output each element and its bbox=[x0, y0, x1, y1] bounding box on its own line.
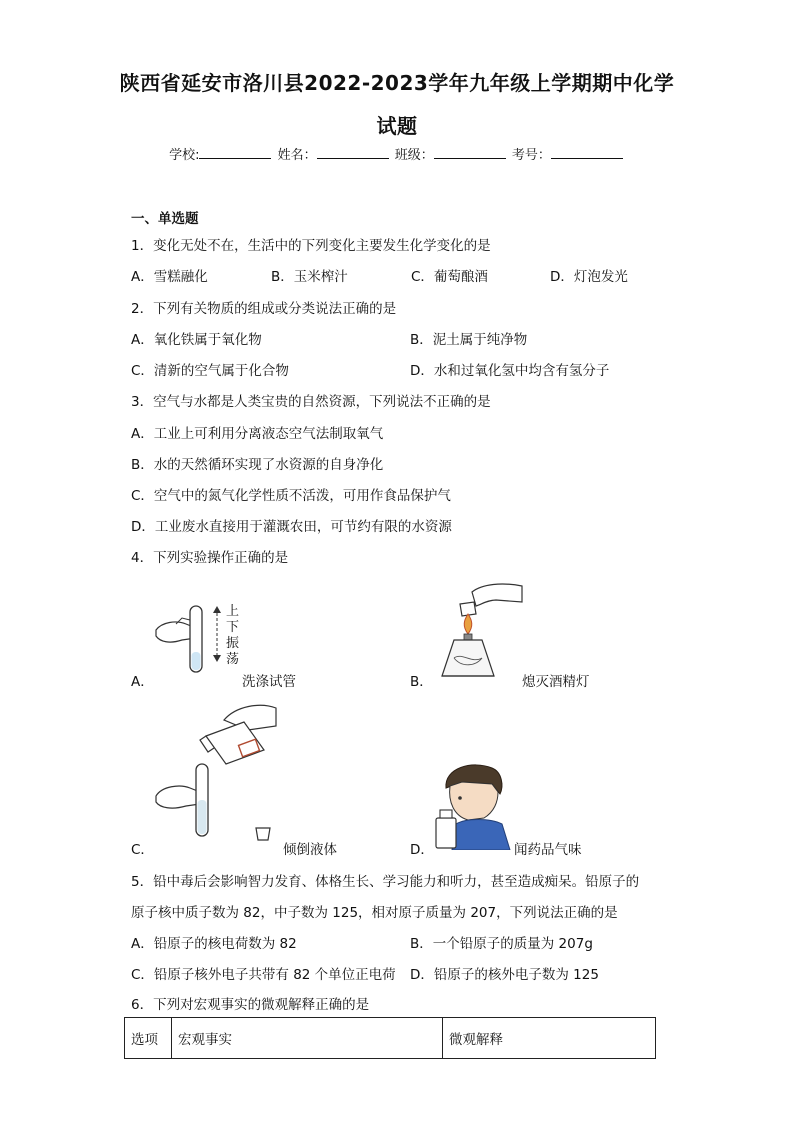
q3-option-a: A．工业上可利用分离液态空气法制取氧气 bbox=[131, 426, 384, 442]
q4-a-arrow-text bbox=[226, 604, 239, 668]
header-micro-explanation: 微观解释 bbox=[443, 1018, 656, 1059]
q1-option-c: C．葡萄酿酒 bbox=[411, 269, 488, 285]
class-blank[interactable] bbox=[434, 146, 506, 159]
class-label: 班级： bbox=[394, 148, 434, 163]
section-heading: 一、单选题 bbox=[131, 211, 199, 227]
q5-option-d: D．铅原子的核外电子数为 125 bbox=[410, 967, 599, 983]
q3-option-d: D．工业废水直接用于灌溉农田，可节约有限的水资源 bbox=[131, 519, 452, 535]
q4-option-a-caption: 洗涤试管 bbox=[242, 674, 296, 690]
q1-option-a: A．雪糕融化 bbox=[131, 269, 208, 285]
q4-option-c-label: C． bbox=[131, 842, 154, 858]
pouring-liquid-figure bbox=[152, 700, 282, 850]
arrow-char-3: 振 bbox=[226, 636, 240, 651]
q4-stem: 4．下列实验操作正确的是 bbox=[131, 550, 289, 566]
q2-option-a: A．氧化铁属于氧化物 bbox=[131, 332, 262, 348]
exam-title-line1: 陕西省延安市洛川县2022-2023学年九年级上学期期中化学 bbox=[119, 71, 675, 95]
q2-stem: 2．下列有关物质的组成或分类说法正确的是 bbox=[131, 301, 397, 317]
arrow-char-2: 下 bbox=[226, 620, 240, 635]
q4-option-b-label: B． bbox=[410, 674, 433, 690]
table-header-row bbox=[125, 1018, 656, 1059]
q5-option-c: C．铅原子核外电子共带有 82 个单位正电荷 bbox=[131, 967, 396, 983]
smelling-figure bbox=[432, 758, 514, 850]
q4-option-d-caption: 闻药品气味 bbox=[514, 842, 582, 858]
q5-stem-line2: 原子核中质子数为 82，中子数为 125，相对原子质量为 207，下列说法正确的是 bbox=[131, 905, 618, 921]
q3-option-c: C．空气中的氮气化学性质不活泼，可用作食品保护气 bbox=[131, 488, 451, 504]
q5-option-b: B．一个铅原子的质量为 207g bbox=[410, 936, 593, 952]
q4-option-c-caption: 倾倒液体 bbox=[283, 842, 337, 858]
school-label: 学校: bbox=[169, 148, 200, 163]
arrow-char-4: 荡 bbox=[226, 652, 240, 667]
q6-stem: 6．下列对宏观事实的微观解释正确的是 bbox=[131, 997, 370, 1013]
q2-option-b: B．泥土属于纯净物 bbox=[410, 332, 528, 348]
number-blank[interactable] bbox=[551, 146, 623, 159]
q3-stem: 3．空气与水都是人类宝贵的自然资源，下列说法不正确的是 bbox=[131, 394, 491, 410]
number-label: 考号： bbox=[511, 148, 551, 163]
header-macro-fact: 宏观事实 bbox=[172, 1018, 443, 1059]
q4-option-d-label: D． bbox=[410, 842, 434, 858]
q2-option-d: D．水和过氧化氢中均含有氢分子 bbox=[410, 363, 610, 379]
student-info-row bbox=[0, 144, 794, 163]
name-label: 姓名： bbox=[277, 148, 317, 163]
arrow-char-1: 上 bbox=[226, 604, 240, 619]
q5-option-a: A．铅原子的核电荷数为 82 bbox=[131, 936, 297, 952]
q4-option-a-label: A． bbox=[131, 674, 154, 690]
q1-option-d: D．灯泡发光 bbox=[550, 269, 628, 285]
name-blank[interactable] bbox=[317, 146, 389, 159]
q5-stem-line1: 5．铅中毒后会影响智力发育、体格生长、学习能力和听力，甚至造成痴呆。铅原子的 bbox=[131, 874, 640, 890]
q4-option-b-caption: 熄灭酒精灯 bbox=[522, 674, 590, 690]
q2-option-c: C．清新的空气属于化合物 bbox=[131, 363, 289, 379]
header-option: 选项 bbox=[125, 1018, 172, 1059]
q6-table bbox=[124, 1017, 656, 1059]
school-blank[interactable] bbox=[199, 146, 271, 159]
alcohol-lamp-figure bbox=[432, 578, 532, 686]
q1-option-b: B．玉米榨汁 bbox=[271, 269, 348, 285]
q3-option-b: B．水的天然循环实现了水资源的自身净化 bbox=[131, 457, 384, 473]
exam-title-line2: 试题 bbox=[376, 114, 418, 138]
q1-stem: 1．变化无处不在，生活中的下列变化主要发生化学变化的是 bbox=[131, 238, 491, 254]
